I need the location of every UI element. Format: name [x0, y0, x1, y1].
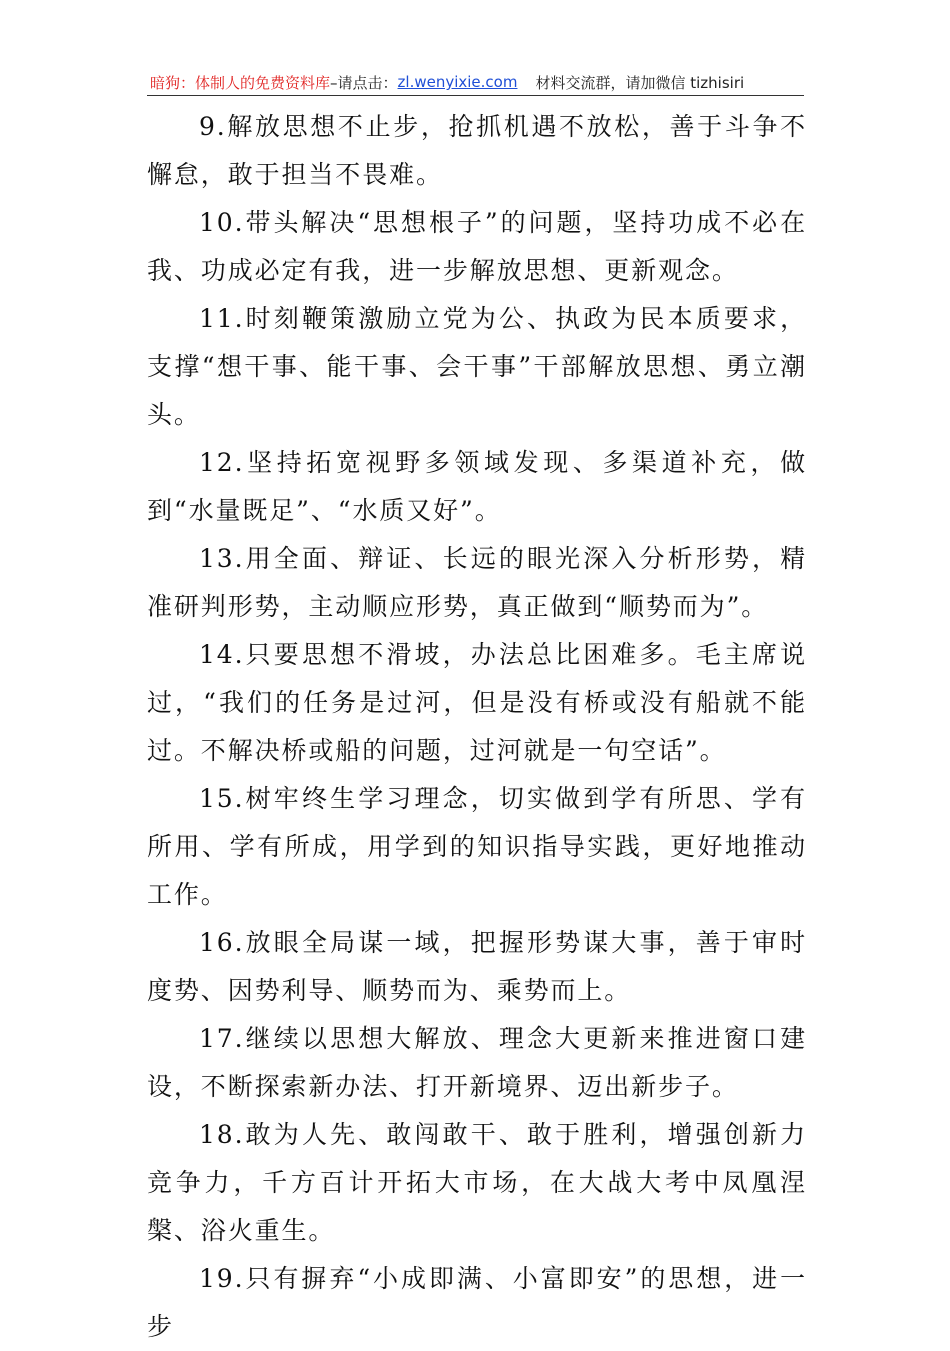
paragraph-12: 12.坚持拓宽视野多领域发现、多渠道补充，做到“水量既足”、“水质又好”。: [147, 448, 807, 525]
header-url-link[interactable]: zl.wenyixie.com: [397, 73, 518, 91]
document-body: [147, 103, 807, 1351]
header-group-note: 材料交流群，请加微信 tizhisiri: [535, 73, 745, 92]
paragraph-18: 18.敢为人先、敢闯敢干、敢于胜利，增强创新力竞争力，千方百计开拓大市场，在大战大考中凤凰涅槃、浴火重生。: [147, 1120, 807, 1245]
paragraph-19: 19.只有摒弃“小成即满、小富即安”的思想，进一步: [147, 1264, 807, 1341]
paragraph-16: 16.放眼全局谋一域，把握形势谋大事，善于审时度势、因势利导、顺势而为、乘势而上。: [147, 928, 807, 1005]
page-header: [150, 70, 802, 94]
paragraph-15: 15.树牢终生学习理念，切实做到学有所思、学有所用、学有所成，用学到的知识指导实践，更好地推动工作。: [147, 784, 807, 909]
paragraph-17: 17.继续以思想大解放、理念大更新来推进窗口建设，不断探索新办法、打开新境界、迈出新步子。: [147, 1024, 807, 1101]
paragraph-9: 9.解放思想不止步，抢抓机遇不放松，善于斗争不懈怠，敢于担当不畏难。: [147, 112, 807, 189]
header-site-label: 暗狗：体制人的免费资料库: [150, 73, 331, 92]
header-click-prompt: –请点击：: [330, 73, 398, 92]
paragraph-14: 14.只要思想不滑坡，办法总比困难多。毛主席说过，“我们的任务是过河，但是没有桥或没有船就不能过。不解决桥或船的问题，过河就是一句空话”。: [147, 640, 807, 765]
header-divider: [147, 95, 804, 96]
paragraph-13: 13.用全面、辩证、长远的眼光深入分析形势，精准研判形势，主动顺应形势，真正做到“顺势而为”。: [147, 544, 807, 621]
paragraph-10: 10.带头解决“思想根子”的问题，坚持功成不必在我、功成必定有我，进一步解放思想、更新观念。: [147, 208, 807, 285]
paragraph-11: 11.时刻鞭策激励立党为公、执政为民本质要求，支撑“想干事、能干事、会干事”干部解放思想、勇立潮头。: [147, 304, 807, 429]
